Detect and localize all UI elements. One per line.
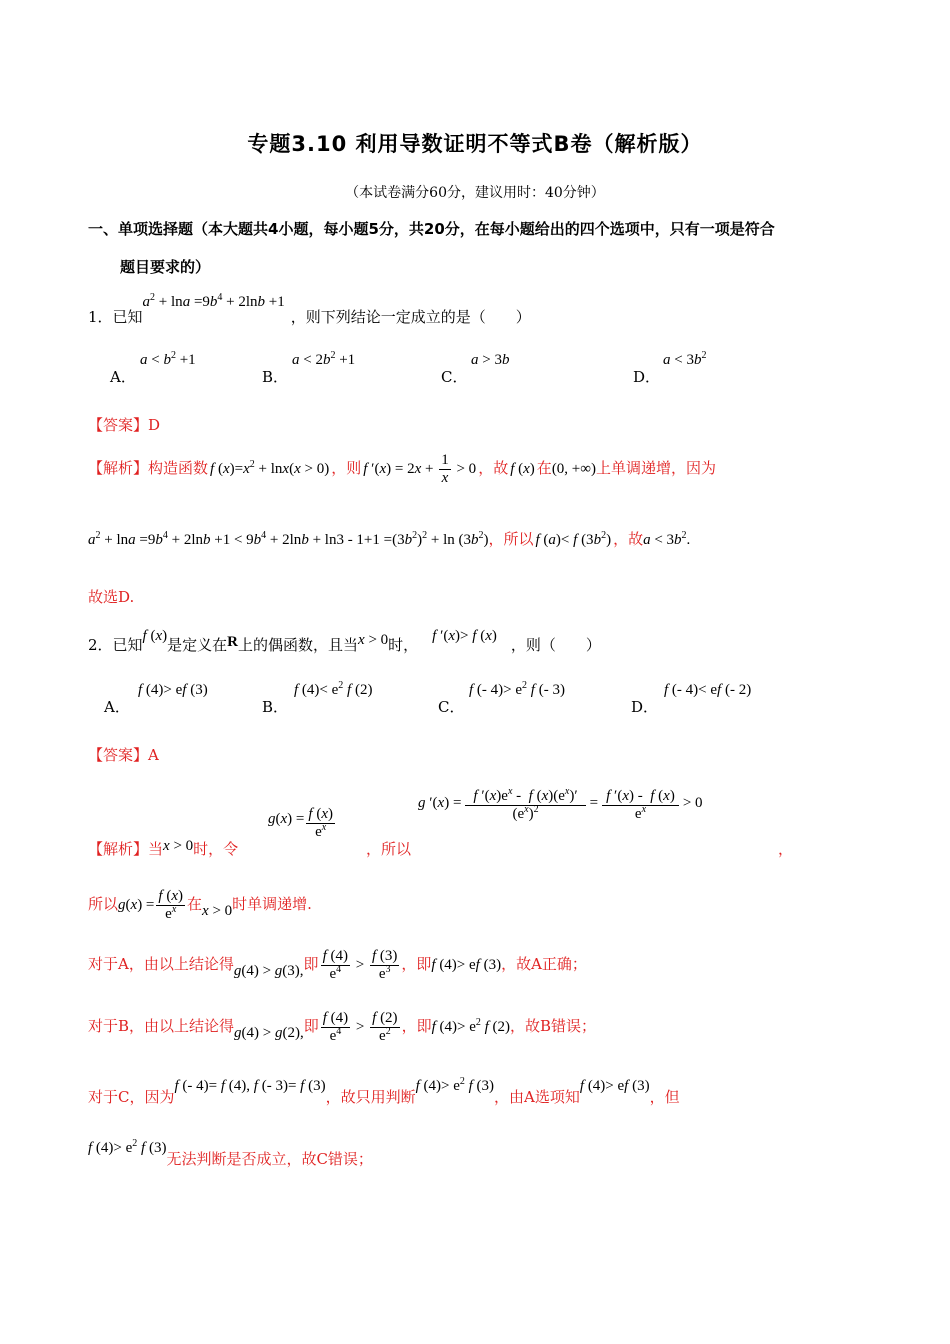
q2-analysis-line2: 所以g(x) = $\frac{f (x)}{e^x}$ 在x > 0时单调递增.: [88, 888, 312, 922]
q1-answer: 【答案】D: [88, 416, 161, 434]
q2-derivative: g ′(x) = $\frac{f '(x)e^x - f (x)(e^x)'}{(e^x)^2}$ = $\frac{f '(x) - f (x)}{e^x}$ > 0: [418, 786, 703, 822]
q2-option-c[interactable]: C．: [438, 698, 465, 716]
q1-analysis-line2: $a^2 + \ln a =9b^4 + 2\ln b +1 < 9b^4 + 2\ln b + \ln 3 - 1+1 =(3b^2)^2 + \ln (3b^2)$，所以 f (a)< f $(3b^2)$ ，故$a < 3b^2$.: [88, 530, 691, 548]
q1-formula: $a^2 + \ln a =9b^4 + 2\ln b +1$: [142, 292, 285, 310]
q2-analysis-b: 对于B，由以上结论得g(4) > g(2),即 $\frac{f (4)}{e^4}$ > $\frac{f (2)}{e^2}$ ，即f $(4)> e^2$ f (2)，故B错误；: [88, 1010, 597, 1044]
q1-option-b[interactable]: B．: [262, 368, 289, 386]
q2-analysis-so: ，所以: [366, 840, 412, 858]
q1-stem: [88, 292, 531, 327]
q2-option-b[interactable]: B．: [262, 698, 289, 716]
q2-answer: 【答案】A: [88, 746, 159, 764]
q2-analysis-line1: 【解析】当x > 0时，令: [88, 838, 239, 858]
q2-option-a[interactable]: A．: [104, 698, 130, 716]
q2-stem: 2．已知f (x)是定义在R上的偶函数，且当x > 0时， f ′(x)> f (x) ，则（ ）: [88, 628, 601, 654]
q1-number: 1．已知: [88, 308, 143, 326]
q2-analysis-c-cont: f $(4)> e^2$ f (3)无法判断是否成立，故C错误；: [88, 1138, 373, 1168]
q1-option-a-formula: $a < b^2 +1$: [140, 350, 196, 368]
q1-option-c[interactable]: C．: [441, 368, 468, 386]
page-title: 专题3.10 利用导数证明不等式B卷（解析版）: [247, 132, 703, 156]
q1-option-d[interactable]: D．: [633, 368, 661, 386]
page-subtitle: （本试卷满分60分，建议用时：40分钟）: [345, 185, 605, 201]
q1-option-a[interactable]: A．: [110, 368, 136, 386]
q2-analysis-c: 对于C，因为f (- 4)= f (4), f (- 3)= f (3)，故只用判断f $(4)> e^2$ f (3)，由A选项知f (4)> ef (3)，但: [88, 1076, 680, 1106]
q2-option-a-formula: f (4)> ef (3): [138, 682, 208, 698]
q1-conclusion: 故选D.: [88, 588, 135, 606]
q1-option-b-formula: $a < 2b^2 +1$: [292, 350, 356, 368]
section-heading: 一、单项选择题（本大题共4小题，每小题5分，共20分，在每小题给出的四个选项中，只有一项是符合: [88, 220, 775, 238]
q1-option-c-formula: a > 3b: [471, 352, 510, 368]
q2-g-definition: g(x) = $\frac{f (x)}{e^x}$: [268, 806, 333, 840]
q2-option-b-formula: f $(4)< e^2$ f (2): [294, 680, 373, 698]
q1-analysis-line1: 【解析】构造函数 f $(x)=x^2 + \ln x(x > 0)$ ，则 f ′(x) = 2x + $\frac{1}{x}$ > 0 ，故 f (x) 在(0, +∞)上单调递增，因为: [88, 452, 716, 486]
q2-option-d[interactable]: D．: [631, 698, 659, 716]
section-heading-cont: 题目要求的）: [120, 258, 211, 276]
q2-option-c-formula: f (- $4)> e^2$ f (- 3): [469, 680, 565, 698]
q1-option-d-formula: $a < 3b^2$: [663, 350, 707, 368]
q1-stem-tail: ，则下列结论一定成立的是（ ）: [290, 308, 531, 326]
q2-analysis-comma: ，: [778, 840, 794, 858]
q2-analysis-a: 对于A，由以上结论得g(4) > g(3),即 $\frac{f (4)}{e^4}$ > $\frac{f (3)}{e^3}$ ，即f (4)> ef (3)，故A正确；: [88, 948, 587, 982]
q2-option-d-formula: f (- 4)< ef (- 2): [664, 682, 752, 698]
